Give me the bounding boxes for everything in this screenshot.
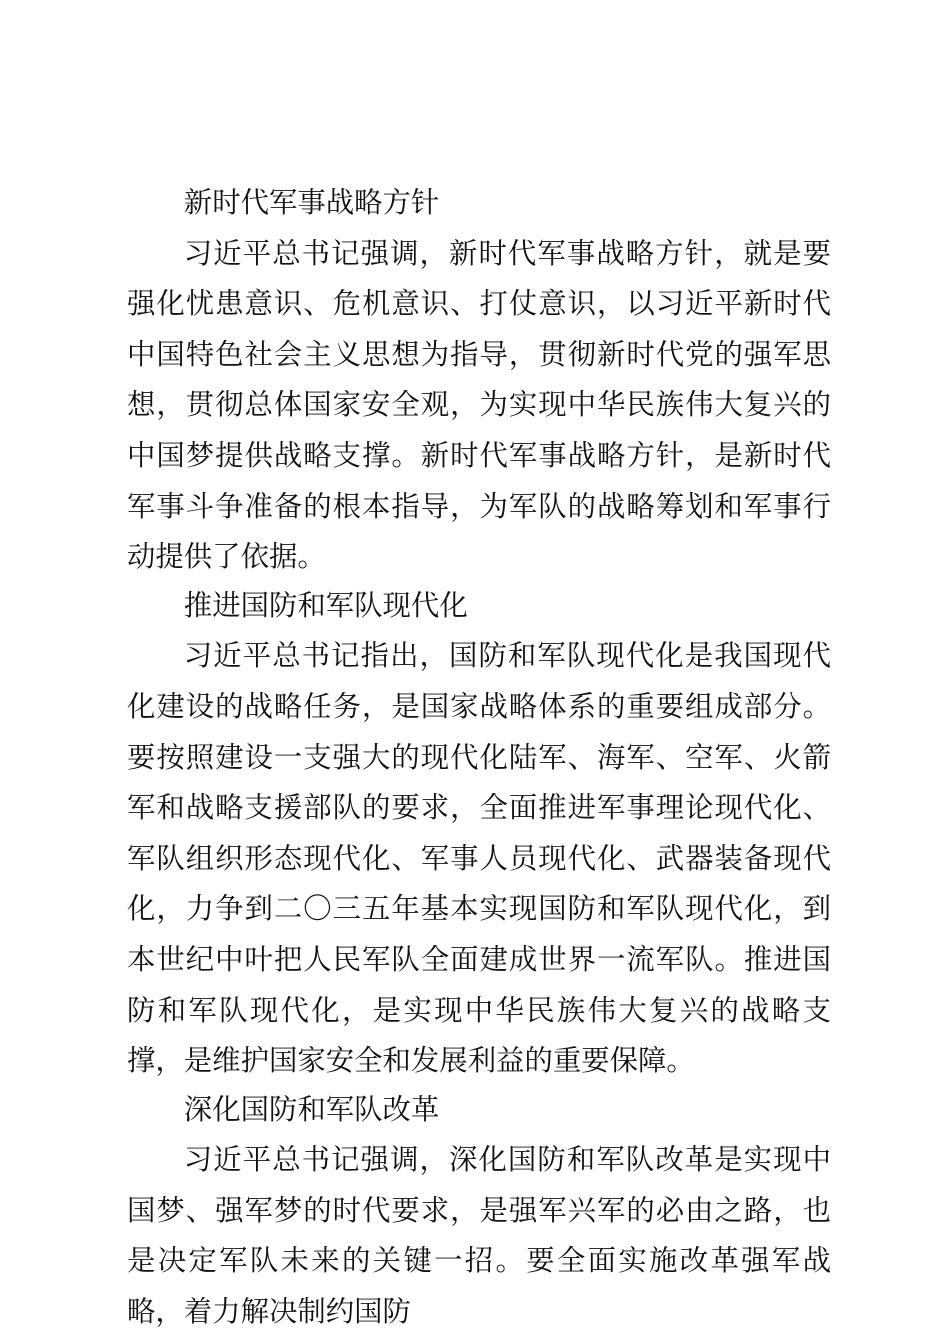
- section-heading-modernization: 推进国防和军队现代化: [183, 588, 468, 622]
- section-body-reform: 习近平总书记强调，深化国防和军队改革是实现中国梦、强军梦的时代要求，是强军兴军的必由之路，也是决定军队未来的关键一招。要全面实施改革强军战略，着力解决制约国防: [127, 1143, 831, 1329]
- document-page: [127, 180, 831, 1338]
- section-heading-reform: 深化国防和军队改革: [183, 1092, 440, 1126]
- section-heading-military-strategy: 新时代军事战略方针: [183, 186, 440, 219]
- section-body-military-strategy: 习近平总书记强调，新时代军事战略方针，就是要强化忧患意识、危机意识、打仗意识，以习近平新时代中国特色社会主义思想为指导，贯彻新时代党的强军思想，贯彻总体国家安全观，为实现中华民族伟大复兴的中国梦提供战略支撑。新时代军事战略方针，是新时代军事斗争准备的根本指导，为军队的战略筹划和军事行动提供了依据。: [127, 236, 831, 574]
- section-body-modernization: 习近平总书记指出，国防和军队现代化是我国现代化建设的战略任务，是国家战略体系的重要组成部分。要按照建设一支强大的现代化陆军、海军、空军、火箭军和战略支援部队的要求，全面推进军事理论现代化、军队组织形态现代化、军事人员现代化、武器装备现代化，力争到二〇三五年基本实现国防和军队现代化，到本世纪中叶把人民军队全面建成世界一流军队。推进国防和军队现代化，是实现中华民族伟大复兴的战略支撑，是维护国家安全和发展利益的重要保障。: [127, 639, 831, 1078]
